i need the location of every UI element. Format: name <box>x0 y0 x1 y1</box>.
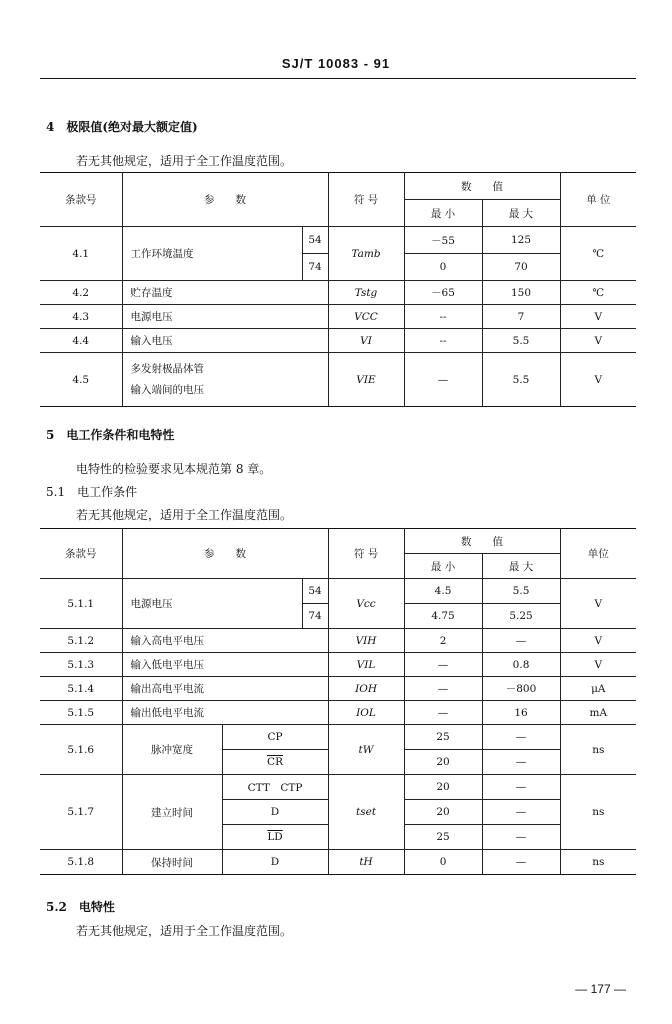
row-symbol: VIL <box>328 653 404 677</box>
row-param: 输入电压 <box>122 329 328 353</box>
row-min: 20 <box>404 750 482 775</box>
row-unit: ns <box>560 775 636 850</box>
row-symbol: tset <box>328 775 404 850</box>
table-row <box>40 305 636 329</box>
section-5-1-heading: 5.1 电工作条件 <box>46 485 138 499</box>
row-symbol: Vcc <box>328 579 404 629</box>
col-header-values: 数 值 <box>404 173 560 200</box>
row-min: — <box>404 701 482 725</box>
row-max: — <box>482 750 560 775</box>
document-code: SJ/T 10083 - 91 <box>281 56 391 71</box>
row-no: 5.1.5 <box>40 701 122 725</box>
row-symbol: tW <box>328 725 404 775</box>
row-unit: V <box>560 653 636 677</box>
table-row <box>40 629 636 653</box>
row-param: 输出高电平电流 <box>122 677 328 701</box>
row-max: 70 <box>482 254 560 281</box>
row-symbol: VCC <box>328 305 404 329</box>
row-param: 工作环境温度 <box>122 227 302 281</box>
row-min: 4.75 <box>404 604 482 629</box>
row-unit: V <box>560 329 636 353</box>
row-symbol: IOH <box>328 677 404 701</box>
operating-conditions-table <box>40 528 636 875</box>
row-param: 保持时间 <box>122 850 222 875</box>
row-min: 20 <box>404 775 482 800</box>
section-5-heading: 5 电工作条件和电特性 <box>46 428 175 442</box>
row-no: 4.5 <box>40 353 122 407</box>
row-no: 5.1.8 <box>40 850 122 875</box>
table-row <box>40 677 636 701</box>
col-header-symbol: 符 号 <box>328 173 404 227</box>
header-rule <box>40 78 636 79</box>
row-min: 20 <box>404 800 482 825</box>
table-row <box>40 775 636 800</box>
row-unit: μA <box>560 677 636 701</box>
row-condition: $\overline{CR}$ <box>222 750 328 775</box>
row-no: 4.1 <box>40 227 122 281</box>
col-header-param: 参 数 <box>122 529 328 579</box>
table-row <box>40 281 636 305</box>
section-5-2-note: 若无其他规定，适用于全工作温度范围。 <box>76 924 293 938</box>
section-4-heading: 4 极限值(绝对最大额定值) <box>46 120 198 134</box>
col-header-max: 最 大 <box>482 200 560 227</box>
row-min: -- <box>404 305 482 329</box>
row-param: 电源电压 <box>122 305 328 329</box>
section-4-note: 若无其他规定，适用于全工作温度范围。 <box>76 154 293 168</box>
table-row <box>40 850 636 875</box>
col-header-values: 数 值 <box>404 529 560 554</box>
row-no: 4.3 <box>40 305 122 329</box>
row-param: 贮存温度 <box>122 281 328 305</box>
row-unit: V <box>560 305 636 329</box>
row-series: 74 <box>302 604 328 629</box>
row-max: 5.5 <box>482 579 560 604</box>
row-param: 建立时间 <box>122 775 222 850</box>
row-no: 4.2 <box>40 281 122 305</box>
row-condition: $\overline{LD}$ <box>222 825 328 850</box>
row-unit: V <box>560 629 636 653</box>
row-max: －800 <box>482 677 560 701</box>
col-header-symbol: 符 号 <box>328 529 404 579</box>
col-header-max: 最 大 <box>482 554 560 579</box>
row-min: — <box>404 653 482 677</box>
row-min: －55 <box>404 227 482 254</box>
row-min: 25 <box>404 725 482 750</box>
page-number: — 177 — <box>575 982 626 996</box>
row-max: — <box>482 800 560 825</box>
row-unit: ℃ <box>560 281 636 305</box>
row-series: 54 <box>302 227 328 254</box>
row-max: 0.8 <box>482 653 560 677</box>
table-row <box>40 329 636 353</box>
row-symbol: Tstg <box>328 281 404 305</box>
row-param: 电源电压 <box>122 579 302 629</box>
row-symbol: VI <box>328 329 404 353</box>
col-header-min: 最 小 <box>404 200 482 227</box>
row-unit: V <box>560 353 636 407</box>
row-min: 25 <box>404 825 482 850</box>
col-header-no: 条款号 <box>40 529 122 579</box>
row-min: 2 <box>404 629 482 653</box>
table-row <box>40 227 636 254</box>
table-row <box>40 725 636 750</box>
row-max: — <box>482 725 560 750</box>
row-param: 输出低电平电流 <box>122 701 328 725</box>
row-unit: V <box>560 579 636 629</box>
row-max: — <box>482 629 560 653</box>
row-max: — <box>482 775 560 800</box>
row-param-line: 多发射极晶体管 <box>130 362 204 375</box>
section-5-2-heading: 5.2 电特性 <box>46 900 115 914</box>
row-param <box>122 353 328 407</box>
row-min: 0 <box>404 850 482 875</box>
col-header-param: 参 数 <box>122 173 328 227</box>
row-no: 5.1.1 <box>40 579 122 629</box>
row-min: 0 <box>404 254 482 281</box>
row-max: 125 <box>482 227 560 254</box>
row-condition: CTT CTP <box>222 775 328 800</box>
row-unit: ns <box>560 850 636 875</box>
row-symbol: Tamb <box>328 227 404 281</box>
row-unit: mA <box>560 701 636 725</box>
row-param: 输入高电平电压 <box>122 629 328 653</box>
row-min: 4.5 <box>404 579 482 604</box>
row-min: -- <box>404 329 482 353</box>
row-symbol: IOL <box>328 701 404 725</box>
row-max: — <box>482 850 560 875</box>
row-max: 16 <box>482 701 560 725</box>
row-unit: ns <box>560 725 636 775</box>
row-symbol: VIE <box>328 353 404 407</box>
section-5-intro: 电特性的检验要求见本规范第 8 章。 <box>76 462 272 476</box>
row-symbol: VIH <box>328 629 404 653</box>
table-row <box>40 353 636 407</box>
row-condition: D <box>222 800 328 825</box>
col-header-min: 最 小 <box>404 554 482 579</box>
table-row <box>40 579 636 604</box>
row-no: 5.1.7 <box>40 775 122 850</box>
row-unit: ℃ <box>560 227 636 281</box>
row-max: 5.25 <box>482 604 560 629</box>
row-max: — <box>482 825 560 850</box>
row-no: 5.1.6 <box>40 725 122 775</box>
row-param: 输入低电平电压 <box>122 653 328 677</box>
row-no: 5.1.3 <box>40 653 122 677</box>
row-min: －65 <box>404 281 482 305</box>
row-no: 4.4 <box>40 329 122 353</box>
limits-table <box>40 172 636 407</box>
table-row <box>40 701 636 725</box>
col-header-no: 条款号 <box>40 173 122 227</box>
row-max: 150 <box>482 281 560 305</box>
row-max: 5.5 <box>482 329 560 353</box>
row-min: — <box>404 677 482 701</box>
table-row <box>40 653 636 677</box>
row-no: 5.1.4 <box>40 677 122 701</box>
col-header-unit: 单 位 <box>560 173 636 227</box>
row-min: — <box>404 353 482 407</box>
row-max: 5.5 <box>482 353 560 407</box>
row-param: 脉冲宽度 <box>122 725 222 775</box>
row-condition: D <box>222 850 328 875</box>
row-max: 7 <box>482 305 560 329</box>
col-header-unit: 单位 <box>560 529 636 579</box>
row-param-line: 输入端间的电压 <box>130 383 204 396</box>
section-5-1-note: 若无其他规定，适用于全工作温度范围。 <box>76 508 293 522</box>
row-series: 54 <box>302 579 328 604</box>
row-series: 74 <box>302 254 328 281</box>
row-symbol: tH <box>328 850 404 875</box>
row-no: 5.1.2 <box>40 629 122 653</box>
row-condition: CP <box>222 725 328 750</box>
